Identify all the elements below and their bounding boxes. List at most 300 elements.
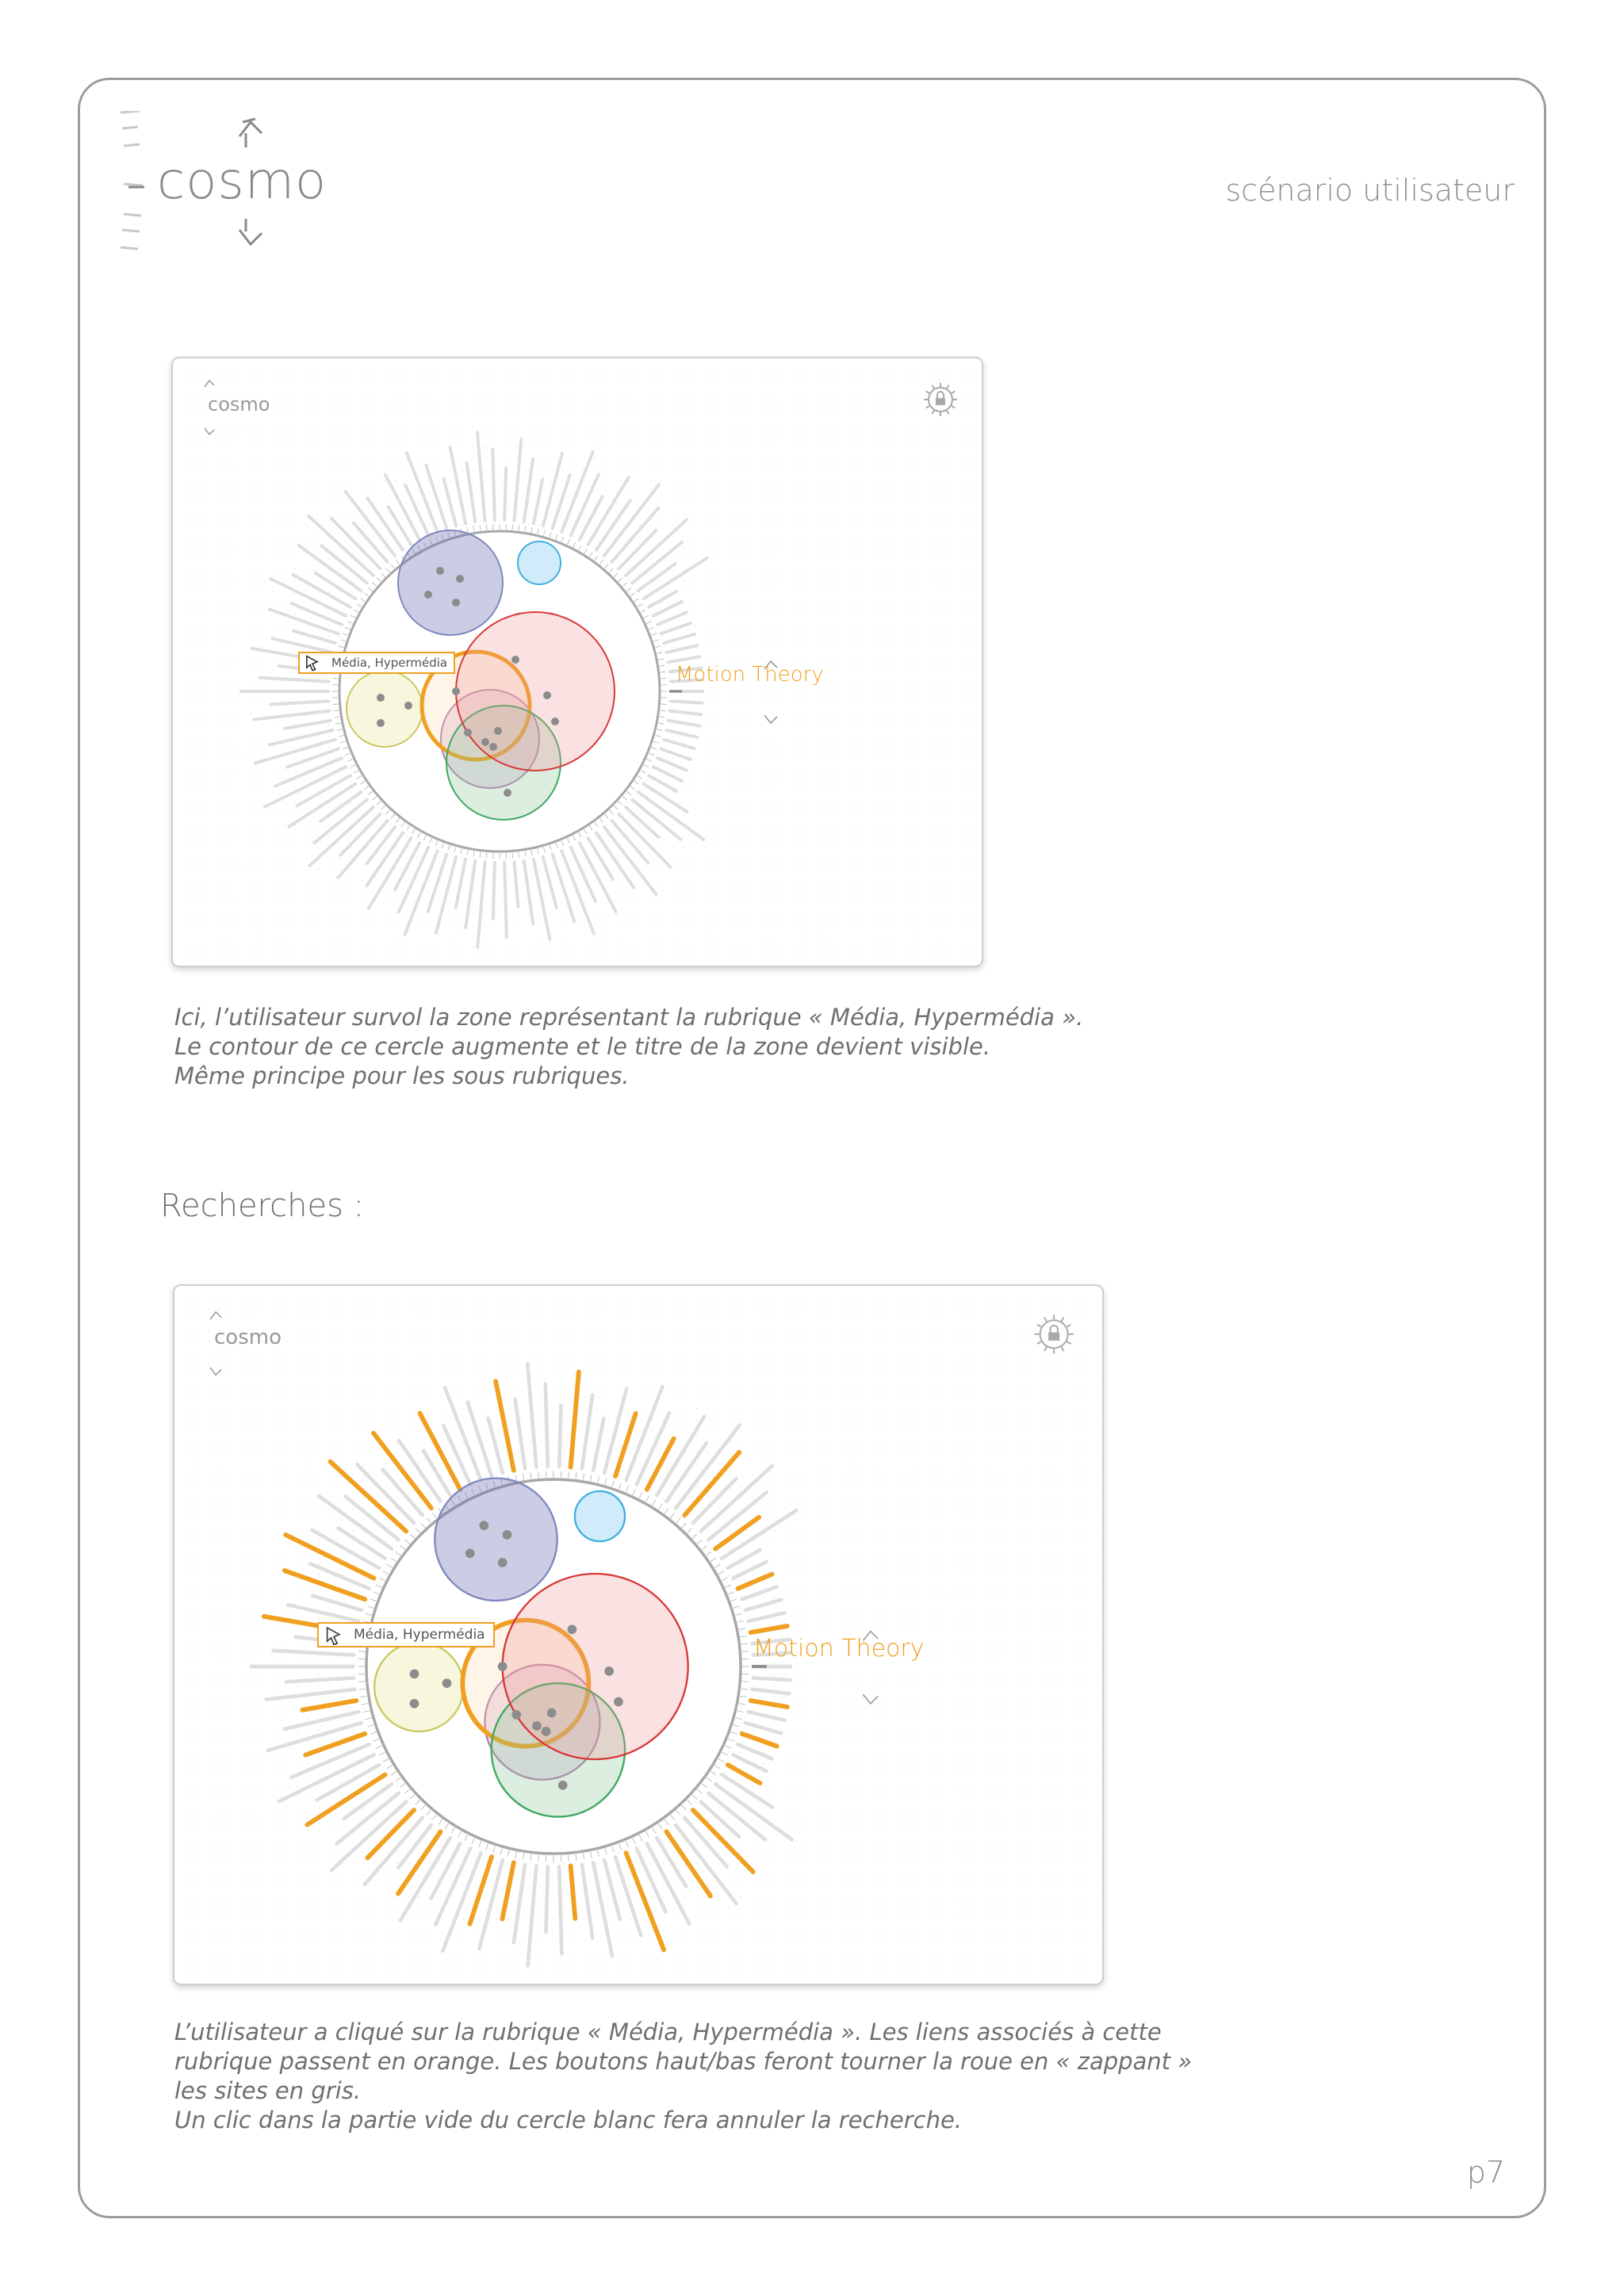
ring-tick bbox=[599, 560, 603, 564]
ring-tick bbox=[589, 826, 592, 831]
site-link[interactable] bbox=[316, 573, 355, 599]
ring-tick bbox=[605, 1848, 607, 1854]
ring-tick bbox=[655, 646, 661, 648]
site-link[interactable] bbox=[593, 1418, 603, 1470]
ring-tick bbox=[508, 1850, 509, 1857]
ring-tick bbox=[735, 1613, 741, 1615]
ring-tick bbox=[448, 845, 450, 851]
ring-tick bbox=[644, 765, 649, 767]
sub-item-dot[interactable] bbox=[543, 691, 551, 699]
site-link[interactable] bbox=[293, 631, 335, 643]
site-link[interactable] bbox=[582, 1395, 592, 1469]
site-link[interactable] bbox=[514, 439, 521, 521]
ring-tick bbox=[676, 1518, 680, 1523]
site-link[interactable] bbox=[255, 740, 335, 763]
site-link[interactable] bbox=[737, 1744, 772, 1758]
ring-tick bbox=[573, 836, 576, 840]
ring-tick bbox=[579, 832, 581, 837]
site-link[interactable] bbox=[456, 859, 465, 908]
site-link[interactable] bbox=[436, 857, 456, 933]
site-link[interactable] bbox=[657, 1838, 686, 1886]
ring-tick bbox=[651, 633, 657, 635]
category-circle-cyan[interactable] bbox=[518, 541, 561, 584]
ring-tick bbox=[634, 781, 639, 784]
ring-tick bbox=[702, 1784, 707, 1788]
site-link[interactable] bbox=[668, 656, 699, 662]
ring-tick bbox=[461, 848, 462, 854]
ring-tick bbox=[645, 1831, 649, 1837]
sub-item-dot[interactable] bbox=[494, 727, 502, 735]
site-link[interactable] bbox=[308, 516, 373, 576]
ring-tick bbox=[343, 633, 348, 635]
site-link[interactable] bbox=[502, 1862, 513, 1919]
ring-tick bbox=[583, 1853, 584, 1859]
site-link[interactable] bbox=[268, 1723, 362, 1751]
ring-tick bbox=[400, 1545, 404, 1549]
ring-tick bbox=[590, 1475, 592, 1481]
brand-logo bbox=[119, 111, 357, 270]
ring-tick bbox=[731, 1732, 737, 1734]
cosmo-wheel-screenshot-2 bbox=[174, 1286, 1102, 1984]
site-link[interactable] bbox=[657, 758, 687, 771]
sub-item-dot[interactable] bbox=[498, 1558, 508, 1567]
ring-tick bbox=[423, 836, 426, 840]
site-link[interactable] bbox=[745, 1723, 781, 1733]
ring-tick bbox=[651, 748, 657, 749]
site-link[interactable] bbox=[467, 463, 476, 522]
site-link[interactable] bbox=[286, 1678, 354, 1682]
mini-down-arrow-icon bbox=[205, 428, 214, 434]
ring-tick bbox=[722, 1752, 727, 1755]
category-circle-red[interactable] bbox=[456, 612, 615, 771]
site-link[interactable] bbox=[676, 1425, 740, 1508]
sub-item-dot[interactable] bbox=[547, 1709, 557, 1718]
site-link[interactable] bbox=[661, 749, 691, 760]
ring-tick bbox=[358, 1651, 365, 1652]
ring-tick bbox=[633, 1838, 635, 1843]
site-link[interactable] bbox=[751, 1626, 787, 1632]
sub-item-dot[interactable] bbox=[504, 789, 511, 797]
site-link[interactable] bbox=[751, 1701, 787, 1707]
cosmo-wheel-screenshot-1 bbox=[173, 358, 982, 966]
site-link[interactable] bbox=[701, 1802, 739, 1837]
site-link[interactable] bbox=[367, 827, 395, 863]
site-link[interactable] bbox=[479, 1860, 502, 1949]
ring-tick bbox=[350, 765, 355, 767]
ring-tick bbox=[609, 810, 613, 814]
ring-tick bbox=[573, 542, 576, 547]
site-link[interactable] bbox=[749, 1613, 785, 1621]
site-link[interactable] bbox=[331, 1802, 406, 1870]
ring-tick bbox=[714, 1564, 720, 1567]
site-link[interactable] bbox=[559, 1866, 561, 1954]
site-link[interactable] bbox=[273, 1651, 354, 1655]
ring-tick bbox=[373, 1592, 379, 1594]
ring-tick bbox=[641, 610, 645, 612]
sub-item-dot[interactable] bbox=[452, 687, 460, 695]
ring-tick bbox=[718, 1758, 724, 1762]
ring-tick bbox=[391, 1558, 396, 1562]
ring-tick bbox=[626, 1841, 628, 1847]
ring-tick bbox=[622, 796, 626, 800]
ring-tick bbox=[435, 840, 438, 845]
ring-tick bbox=[733, 1606, 740, 1609]
site-link[interactable] bbox=[588, 838, 614, 879]
site-link[interactable] bbox=[514, 1865, 525, 1942]
screenshot-hover-state bbox=[171, 357, 983, 967]
ring-tick bbox=[370, 1732, 377, 1734]
ring-tick bbox=[530, 1472, 531, 1479]
site-link[interactable] bbox=[722, 1774, 772, 1807]
ring-tick bbox=[427, 1810, 431, 1815]
ring-tick bbox=[347, 759, 352, 761]
sub-item-dot[interactable] bbox=[410, 1670, 419, 1679]
ring-tick bbox=[665, 1509, 668, 1514]
ring-tick bbox=[718, 1571, 724, 1575]
ring-tick bbox=[347, 622, 352, 624]
ring-tick bbox=[612, 1481, 615, 1487]
sub-item-dot[interactable] bbox=[404, 702, 412, 710]
ring-tick bbox=[659, 717, 665, 718]
selected-site-label: Motion Theory bbox=[753, 1635, 925, 1663]
site-link[interactable] bbox=[426, 465, 446, 529]
ring-tick bbox=[641, 771, 645, 773]
lock-gear-icon[interactable] bbox=[1035, 1314, 1074, 1353]
ring-tick bbox=[345, 753, 350, 756]
ring-tick bbox=[396, 560, 399, 564]
ring-tick bbox=[633, 1489, 635, 1494]
caption-line: Même principe pour les sous rubriques. bbox=[174, 1062, 630, 1089]
ring-tick bbox=[725, 1746, 730, 1748]
sub-item-dot[interactable] bbox=[436, 567, 444, 575]
ring-tick bbox=[735, 1718, 741, 1720]
sub-item-dot[interactable] bbox=[442, 1678, 452, 1688]
site-link[interactable] bbox=[270, 701, 328, 704]
site-link[interactable] bbox=[715, 1517, 759, 1549]
ring-tick bbox=[556, 534, 557, 540]
site-link[interactable] bbox=[742, 1734, 777, 1747]
ring-tick bbox=[630, 593, 635, 596]
hover-label-text: Média, Hypermédia bbox=[331, 656, 448, 670]
ring-tick bbox=[512, 525, 513, 530]
ring-tick bbox=[366, 1718, 372, 1720]
ring-tick bbox=[584, 549, 588, 553]
site-link[interactable] bbox=[515, 1399, 525, 1468]
screenshot-search-state bbox=[173, 1284, 1104, 1985]
site-link[interactable] bbox=[254, 711, 329, 720]
ring-tick bbox=[396, 818, 399, 822]
ring-tick bbox=[538, 529, 539, 534]
ring-tick bbox=[645, 1496, 649, 1502]
sub-item-dot[interactable] bbox=[503, 1530, 512, 1540]
site-link[interactable] bbox=[670, 711, 702, 715]
site-link[interactable] bbox=[398, 1825, 431, 1868]
mini-down-arrow-icon bbox=[210, 1368, 221, 1375]
site-link[interactable] bbox=[514, 862, 518, 907]
ring-tick bbox=[622, 583, 626, 587]
ring-tick bbox=[707, 1777, 712, 1781]
ring-tick bbox=[583, 1474, 584, 1480]
sub-item-dot[interactable] bbox=[532, 1721, 542, 1731]
document-header-title: scénario utilisateur bbox=[1225, 173, 1515, 208]
category-circle-yellow[interactable] bbox=[374, 1643, 463, 1732]
ring-tick bbox=[638, 604, 642, 607]
site-link[interactable] bbox=[666, 645, 697, 652]
site-link[interactable] bbox=[330, 1462, 406, 1532]
category-circle-blue[interactable] bbox=[398, 530, 503, 635]
site-link[interactable] bbox=[664, 634, 694, 643]
ring-tick bbox=[357, 776, 362, 779]
ring-tick bbox=[531, 527, 532, 533]
sub-item-dot[interactable] bbox=[452, 599, 460, 607]
site-link[interactable] bbox=[477, 862, 485, 947]
site-link[interactable] bbox=[389, 507, 412, 545]
site-link[interactable] bbox=[571, 847, 596, 901]
ring-tick bbox=[619, 801, 622, 805]
site-link[interactable] bbox=[285, 721, 331, 729]
site-link[interactable] bbox=[664, 740, 694, 748]
site-link[interactable] bbox=[571, 1866, 576, 1918]
sub-item-dot[interactable] bbox=[511, 1710, 521, 1720]
ring-tick bbox=[335, 723, 341, 724]
ring-tick bbox=[373, 796, 377, 800]
site-link[interactable] bbox=[647, 1439, 674, 1490]
site-link[interactable] bbox=[468, 1402, 492, 1476]
ring-tick bbox=[671, 1815, 675, 1820]
site-link[interactable] bbox=[310, 807, 373, 866]
lock-gear-icon[interactable] bbox=[924, 383, 957, 416]
ring-tick bbox=[386, 810, 390, 814]
caption-search bbox=[174, 2018, 1192, 2135]
ring-tick bbox=[702, 1545, 707, 1549]
site-link[interactable] bbox=[638, 564, 676, 591]
mini-up-arrow-icon bbox=[205, 381, 214, 387]
site-link[interactable] bbox=[737, 1575, 772, 1589]
caption-hover bbox=[174, 1003, 1083, 1091]
site-link[interactable] bbox=[528, 1866, 537, 1965]
ring-tick bbox=[728, 1739, 734, 1741]
sub-item-dot[interactable] bbox=[568, 1624, 577, 1634]
ring-tick bbox=[661, 710, 666, 711]
ring-tick bbox=[370, 1599, 377, 1601]
site-link[interactable] bbox=[320, 792, 361, 821]
pointer-icon bbox=[323, 1624, 345, 1647]
sub-item-dot[interactable] bbox=[481, 738, 489, 746]
site-link[interactable] bbox=[615, 1857, 641, 1935]
site-link[interactable] bbox=[661, 623, 691, 633]
site-link[interactable] bbox=[543, 453, 562, 526]
category-circle-blue[interactable] bbox=[435, 1478, 557, 1600]
ring-tick bbox=[661, 704, 666, 705]
sub-item-dot[interactable] bbox=[551, 718, 559, 725]
site-link[interactable] bbox=[444, 479, 457, 526]
site-link[interactable] bbox=[571, 474, 599, 535]
sub-item-dot[interactable] bbox=[424, 591, 432, 599]
ring-tick bbox=[737, 1711, 744, 1712]
ring-tick bbox=[391, 814, 395, 818]
ring-tick bbox=[427, 1518, 431, 1523]
sub-item-dot[interactable] bbox=[377, 694, 385, 702]
caption-line: rubrique passent en orange. Les boutons haut/bas feront tourner la roue en « zappant » bbox=[174, 2048, 1193, 2075]
sub-item-dot[interactable] bbox=[498, 1662, 508, 1671]
site-link[interactable] bbox=[527, 1364, 536, 1468]
sub-item-dot[interactable] bbox=[542, 1727, 551, 1736]
ring-tick bbox=[692, 1534, 697, 1539]
category-circle-red[interactable] bbox=[503, 1574, 688, 1759]
site-link[interactable] bbox=[753, 1689, 789, 1693]
ring-tick bbox=[442, 843, 443, 848]
ring-tick bbox=[676, 1810, 680, 1815]
ring-tick bbox=[486, 852, 487, 858]
ring-tick bbox=[543, 847, 545, 852]
ring-tick bbox=[480, 852, 481, 858]
ring-tick bbox=[354, 771, 358, 773]
ring-tick bbox=[731, 1599, 737, 1601]
site-link[interactable] bbox=[559, 1406, 561, 1467]
wheel-down-arrow-icon[interactable] bbox=[863, 1694, 878, 1704]
site-link[interactable] bbox=[259, 678, 328, 682]
down-arrow-icon bbox=[239, 219, 262, 244]
ring-tick bbox=[339, 735, 344, 737]
ring-tick bbox=[410, 1534, 415, 1539]
ring-tick bbox=[658, 723, 664, 724]
site-link[interactable] bbox=[465, 861, 475, 928]
ring-tick bbox=[688, 1800, 692, 1805]
ring-tick bbox=[333, 678, 339, 679]
site-link[interactable] bbox=[443, 1425, 470, 1484]
ring-tick bbox=[657, 652, 662, 654]
ring-tick bbox=[472, 1838, 474, 1843]
sub-item-dot[interactable] bbox=[604, 1667, 614, 1676]
site-link[interactable] bbox=[742, 1586, 777, 1599]
ring-tick bbox=[538, 848, 539, 854]
ring-tick bbox=[473, 526, 474, 532]
ring-tick bbox=[373, 583, 377, 587]
site-link[interactable] bbox=[666, 730, 697, 737]
ring-tick bbox=[377, 801, 381, 805]
caption-line: les sites en gris. bbox=[174, 2077, 362, 2104]
ring-tick bbox=[362, 1703, 368, 1705]
ring-tick bbox=[439, 1820, 442, 1825]
page-number: p7 bbox=[1466, 2155, 1505, 2190]
ring-tick bbox=[707, 1552, 712, 1556]
site-link[interactable] bbox=[749, 1712, 785, 1720]
sub-item-dot[interactable] bbox=[377, 719, 385, 727]
ring-tick bbox=[614, 573, 618, 577]
sub-item-dot[interactable] bbox=[479, 1521, 488, 1530]
ring-tick bbox=[451, 1827, 454, 1833]
sub-item-dot[interactable] bbox=[465, 1548, 475, 1558]
site-link[interactable] bbox=[312, 1596, 362, 1610]
caption-line: Le contour de ce cercle augmente et le titre de la zone devient visible. bbox=[174, 1033, 991, 1060]
site-link[interactable] bbox=[493, 863, 495, 919]
site-link[interactable] bbox=[339, 1529, 385, 1559]
ring-tick bbox=[658, 1823, 662, 1829]
ring-tick bbox=[531, 850, 532, 855]
site-link[interactable] bbox=[488, 1418, 503, 1473]
site-link[interactable] bbox=[546, 1866, 547, 1932]
site-link[interactable] bbox=[504, 468, 506, 520]
ring-tick bbox=[737, 1621, 744, 1622]
site-link[interactable] bbox=[580, 496, 603, 540]
ring-tick bbox=[473, 851, 474, 856]
ring-tick bbox=[742, 1651, 749, 1652]
site-link[interactable] bbox=[504, 863, 507, 937]
ring-tick bbox=[619, 578, 622, 582]
ring-tick bbox=[345, 627, 350, 629]
site-link[interactable] bbox=[423, 1451, 450, 1495]
ring-tick bbox=[479, 1841, 481, 1847]
site-link[interactable] bbox=[270, 609, 339, 633]
site-link[interactable] bbox=[477, 432, 485, 521]
wheel-down-arrow-icon[interactable] bbox=[764, 715, 777, 723]
site-link[interactable] bbox=[553, 854, 575, 921]
ring-tick bbox=[612, 1846, 615, 1853]
ring-tick bbox=[368, 587, 372, 591]
category-circle-cyan[interactable] bbox=[575, 1491, 625, 1541]
category-circle-yellow[interactable] bbox=[347, 671, 423, 747]
site-link[interactable] bbox=[524, 459, 533, 522]
ring-tick bbox=[739, 1628, 745, 1630]
ring-tick bbox=[465, 1835, 468, 1840]
site-link[interactable] bbox=[492, 450, 495, 520]
site-link[interactable] bbox=[753, 1678, 791, 1680]
ring-tick bbox=[630, 786, 635, 790]
ring-tick bbox=[728, 1592, 734, 1594]
site-link[interactable] bbox=[644, 784, 688, 812]
ring-tick bbox=[432, 1815, 436, 1820]
ring-tick bbox=[401, 822, 404, 827]
site-link[interactable] bbox=[344, 1784, 392, 1818]
sub-item-dot[interactable] bbox=[511, 656, 519, 664]
site-link[interactable] bbox=[302, 1701, 356, 1710]
site-link[interactable] bbox=[604, 484, 659, 555]
site-link[interactable] bbox=[405, 485, 428, 536]
site-link[interactable] bbox=[291, 603, 342, 625]
site-link[interactable] bbox=[431, 1843, 461, 1898]
ring-tick bbox=[655, 735, 661, 737]
ring-tick bbox=[405, 1789, 410, 1793]
site-link[interactable] bbox=[637, 1849, 665, 1912]
sub-item-dot[interactable] bbox=[464, 729, 472, 737]
site-link[interactable] bbox=[671, 701, 703, 702]
site-link[interactable] bbox=[354, 523, 388, 562]
ring-tick bbox=[430, 838, 432, 843]
hover-label-text: Média, Hypermédia bbox=[354, 1627, 485, 1643]
sub-item-dot[interactable] bbox=[558, 1781, 568, 1790]
sub-item-dot[interactable] bbox=[456, 575, 464, 583]
ring-tick bbox=[556, 843, 557, 848]
sub-item-dot[interactable] bbox=[614, 1697, 623, 1707]
ring-tick bbox=[400, 1784, 404, 1788]
ring-tick bbox=[661, 678, 666, 679]
site-link[interactable] bbox=[534, 479, 542, 523]
site-link[interactable] bbox=[266, 1689, 355, 1700]
up-arrow-icon bbox=[239, 119, 262, 147]
sub-item-dot[interactable] bbox=[410, 1699, 419, 1709]
site-link[interactable] bbox=[582, 1865, 592, 1938]
ring-tick bbox=[665, 1820, 668, 1825]
site-link[interactable] bbox=[626, 807, 658, 837]
ring-tick bbox=[584, 829, 588, 834]
site-link[interactable] bbox=[546, 1384, 548, 1467]
ring-tick bbox=[561, 537, 564, 541]
site-link[interactable] bbox=[395, 843, 419, 890]
sub-item-dot[interactable] bbox=[489, 743, 497, 751]
ring-tick bbox=[467, 850, 468, 855]
ring-tick bbox=[500, 1848, 502, 1854]
ring-tick bbox=[350, 615, 355, 618]
